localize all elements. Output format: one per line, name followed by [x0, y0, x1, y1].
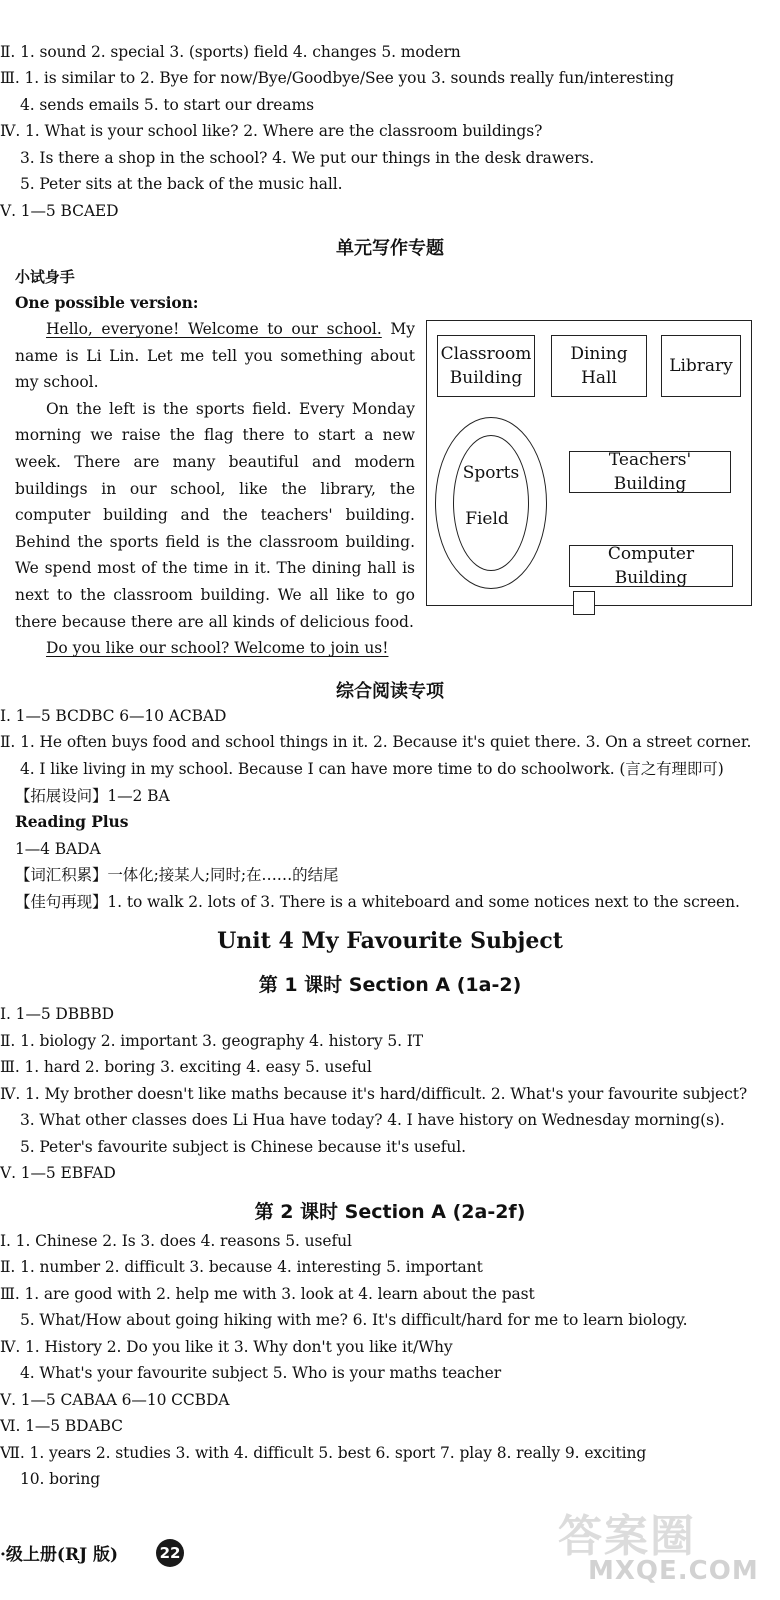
answer-line: Ⅱ. 1. number 2. difficult 3. because 4. interesting 5. important: [0, 1258, 483, 1276]
answer-line: Ⅴ. 1—5 EBFAD: [0, 1164, 116, 1182]
answer-line: Ⅳ. 1. What is your school like? 2. Where are the classroom buildings?: [0, 122, 543, 140]
answer-line: Ⅳ. 1. My brother doesn't like maths because it's hard/difficult. 2. What's your favourite subject?: [0, 1085, 748, 1103]
map-gate: [573, 591, 595, 615]
answer-line: 【佳句再现】1. to walk 2. lots of 3. There is a whiteboard and some notices next to the screen.: [15, 893, 740, 911]
answer-line: 3. Is there a shop in the school? 4. We put our things in the desk drawers.: [20, 149, 595, 167]
answer-line: 1—4 BADA: [15, 840, 101, 858]
map-library: Library: [661, 335, 741, 397]
answer-line: 5. Peter's favourite subject is Chinese because it's useful.: [20, 1138, 466, 1156]
answer-line: Ⅱ. 1. He often buys food and school things in it. 2. Because it's quiet there. 3. On a street corner.: [0, 733, 752, 751]
page-number-badge: 22: [156, 1539, 184, 1567]
answer-line: Ⅲ. 1. hard 2. boring 3. exciting 4. easy 5. useful: [0, 1058, 372, 1076]
essay-paragraph: [15, 316, 415, 396]
essay-opening-rest: My name is Li Lin. Let me tell you something about my school.: [15, 320, 415, 392]
answer-line: 4. I like living in my school. Because I can have more time to do schoolwork. (言之有理即可): [20, 760, 724, 778]
map-sports-label: Sports: [462, 463, 520, 483]
answer-line: Ⅲ. 1. is similar to 2. Bye for now/Bye/Goodbye/See you 3. sounds really fun/interesting: [0, 69, 674, 87]
lesson-title: 第 1 课时 Section A (1a-2): [258, 974, 522, 996]
answer-line: Ⅴ. 1—5 CABAA 6—10 CCBDA: [0, 1391, 230, 1409]
answer-line: Ⅰ. 1—5 BCDBC 6—10 ACBAD: [0, 707, 227, 725]
map-teachers-building: Teachers' Building: [569, 451, 731, 493]
section-heading-reading: 综合阅读专项: [336, 681, 444, 702]
answer-line: 5. Peter sits at the back of the music hall.: [20, 175, 343, 193]
answer-line: 【词汇积累】一体化;接某人;同时;在……的结尾: [15, 866, 339, 884]
map-computer-building: Computer Building: [569, 545, 733, 587]
answer-line: Ⅵ. 1—5 BDABC: [0, 1417, 123, 1435]
reading-plus-title: Reading Plus: [15, 812, 129, 831]
answer-line: Ⅴ. 1—5 BCAED: [0, 202, 119, 220]
lesson-title: 第 2 课时 Section A (2a-2f): [254, 1201, 526, 1223]
watermark-logo: [548, 1500, 768, 1590]
sports-field-inner: [453, 435, 529, 571]
answer-line: 【拓展设问】1—2 BA: [15, 787, 170, 805]
watermark-url: MXQE.COM: [588, 1556, 759, 1586]
answer-line: Ⅱ. 1. sound 2. special 3. (sports) field 4. changes 5. modern: [0, 43, 461, 61]
answer-line: Ⅱ. 1. biology 2. important 3. geography 4. history 5. IT: [0, 1032, 423, 1050]
answer-line: Ⅰ. 1. Chinese 2. Is 3. does 4. reasons 5. useful: [0, 1232, 352, 1250]
essay-closing-paragraph: [15, 635, 415, 662]
watermark-text: 答案圈: [558, 1511, 696, 1562]
essay-opening: Hello, everyone! Welcome to our school.: [46, 320, 382, 338]
answer-line: 10. boring: [20, 1470, 101, 1488]
footer-grade-text: ·级上册(RJ 版): [0, 1545, 119, 1565]
answer-line: 4. What's your favourite subject 5. Who is your maths teacher: [20, 1364, 502, 1382]
answer-line: Ⅰ. 1—5 DBBBD: [0, 1005, 114, 1023]
sub-heading: 小试身手: [15, 268, 75, 286]
answer-line: Ⅲ. 1. are good with 2. help me with 3. look at 4. learn about the past: [0, 1285, 535, 1303]
unit-title: Unit 4 My Favourite Subject: [217, 928, 563, 954]
answer-line: Ⅶ. 1. years 2. studies 3. with 4. difficult 5. best 6. sport 7. play 8. really 9. exciting: [0, 1444, 647, 1462]
answer-line: 5. What/How about going hiking with me? 6. It's difficult/hard for me to learn biology.: [20, 1311, 688, 1329]
school-map: [426, 320, 752, 606]
model-essay: [15, 316, 415, 662]
answer-line: 4. sends emails 5. to start our dreams: [20, 96, 314, 114]
version-label: One possible version:: [15, 293, 199, 312]
answer-line: 3. What other classes does Li Hua have today? 4. I have history on Wednesday morning(s).: [20, 1111, 725, 1129]
map-classroom-building: Classroom Building: [437, 335, 535, 397]
essay-closing: Do you like our school? Welcome to join us!: [46, 639, 389, 658]
essay-paragraph: On the left is the sports field. Every Monday morning we raise the flag there to start a new week. There are many beautiful and modern buildings in our school, like the library, the computer building and the teachers' building. Behind the sports field is the classroom building. We spend most of the time in it. The dining hall is next to the classroom building. We all like to go there because there are all kinds of delicious food.: [15, 399, 415, 631]
section-heading-writing: 单元写作专题: [336, 238, 444, 259]
answer-line: Ⅳ. 1. History 2. Do you like it 3. Why don't you like it/Why: [0, 1338, 453, 1356]
map-field-label: Field: [465, 509, 509, 529]
map-dining-hall: Dining Hall: [551, 335, 647, 397]
